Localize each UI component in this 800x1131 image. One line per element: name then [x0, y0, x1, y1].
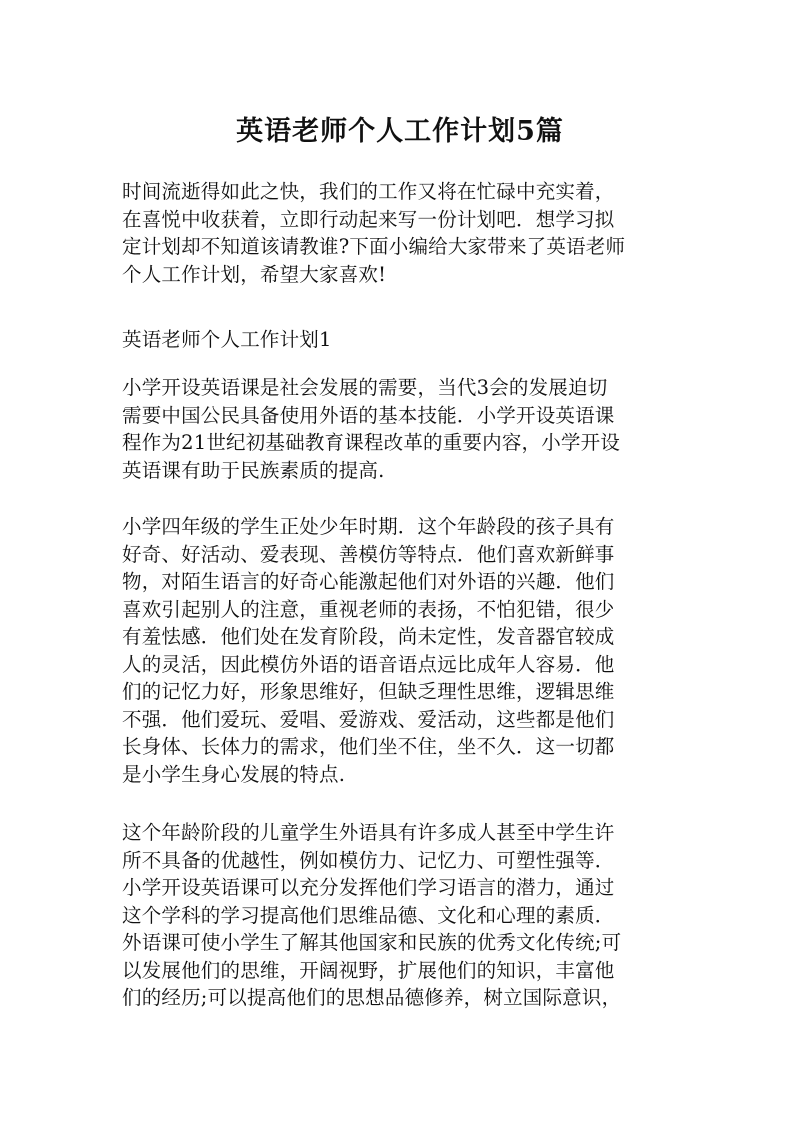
text-line: 们的经历;可以提高他们的思想品德修养，树立国际意识，	[122, 986, 622, 1009]
text-line: 有羞怯感．他们处在发育阶段，尚未定性，发音器官较成	[122, 625, 615, 648]
text-line: 定计划却不知道该请教谁?下面小编给大家带来了英语老师	[122, 235, 626, 258]
intro-paragraph	[122, 178, 682, 288]
text-line: 好奇、好活动、爱表现、善模仿等特点．他们喜欢新鲜事	[122, 542, 615, 566]
text-line: 以发展他们的思维，开阔视野，扩展他们的知识，丰富他	[122, 958, 615, 982]
paragraph-2	[122, 513, 682, 788]
text-line: 物，对陌生语言的好奇心能激起他们对外语的兴趣．他们	[122, 570, 615, 593]
text-line: 需要中国公民具备使用外语的基本技能．小学开设英语课	[122, 403, 615, 427]
text-line: 所不具备的优越性，例如模仿力、记忆力、可塑性强等．	[122, 848, 615, 872]
section-heading	[122, 326, 682, 354]
text-line: 们的记忆力好，形象思维好，但缺乏理性思维，逻辑思维	[122, 680, 615, 703]
text-line: 喜欢引起别人的注意，重视老师的表扬，不怕犯错，很少	[122, 597, 615, 621]
text-line: 是小学生身心发展的特点.	[122, 762, 346, 786]
paragraph-3	[122, 819, 682, 1012]
text-line: 个人工作计划，希望大家喜欢!	[122, 262, 387, 286]
text-line: 时间流逝得如此之快，我们的工作又将在忙碌中充实着，	[122, 180, 615, 203]
text-line: 这个年龄阶段的儿童学生外语具有许多成人甚至中学生许	[122, 821, 615, 844]
text-line: 程作为21世纪初基础教育课程改革的重要内容，小学开设	[122, 431, 621, 454]
text-line: 小学四年级的学生正处少年时期．这个年龄段的孩子具有	[122, 515, 615, 538]
text-line: 不强．他们爱玩、爱唱、爱游戏、爱活动，这些都是他们	[122, 707, 615, 731]
text-line: 小学开设英语课可以充分发挥他们学习语言的潜力，通过	[122, 876, 615, 899]
text-line: 英语课有助于民族素质的提高.	[122, 458, 385, 482]
text-line: 外语课可使小学生了解其他国家和民族的优秀文化传统;可	[122, 931, 622, 954]
text-line: 这个学科的学习提高他们思维品德、文化和心理的素质．	[122, 903, 615, 927]
paragraph-1	[122, 374, 682, 484]
section-heading-text: 英语老师个人工作计划1	[122, 328, 332, 351]
text-line: 人的灵活，因此模仿外语的语音语点远比成年人容易．他	[122, 652, 615, 676]
text-line: 小学开设英语课是社会发展的需要，当代3会的发展迫切	[122, 376, 608, 399]
text-line: 在喜悦中收获着，立即行动起来写一份计划吧．想学习拟	[122, 207, 615, 231]
text-line: 长身体、长体力的需求，他们坐不住，坐不久．这一切都	[122, 735, 615, 758]
document-title: 英语老师个人工作计划5篇	[236, 116, 564, 147]
